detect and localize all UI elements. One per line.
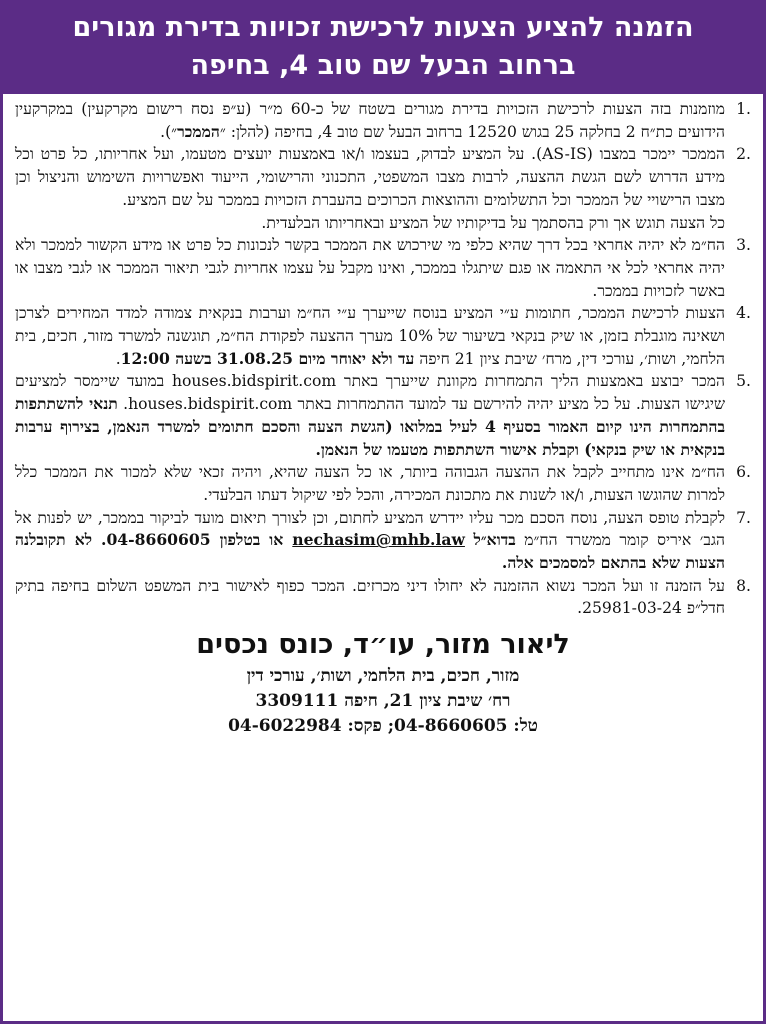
participation-condition: תנאי להשתתפות בהתמחרות הינו קיום האמור בסעיף 4 לעיל במלואו (הגשת הצעה והסכם חתומים למשרד הנאמן, בצירוף ערבות בנקאית או שיק בנקאי) וקבלת אישור השתתפות מטעמו של הנאמן. <box>15 394 725 459</box>
clause-8 <box>15 575 751 620</box>
clause-text-part: המכר יבוצע באמצעות הליך התמחרות מקוונת שייערך באתר houses.bidspirit.com במועד שיימסר למציעים שיגישו הצעות. על כל מציע יהיה להירשם עד למועד ההתמחרות באתר houses.bidspirit.com. <box>15 372 726 414</box>
notice-title-line-2: ברחוב הבעל שם טוב 4, בחיפה <box>190 50 576 81</box>
firm-contact: טל: 04-8660605; פקס: 04-6022984 <box>228 716 538 737</box>
clause-6 <box>15 461 751 506</box>
clause-text: הממכר יימכר במצבו (AS-IS). על המציע לבדוק, בעצמו ו/או באמצעות יועצים מטעמו, ועל אחריותו, כל פרט וכל מידע הדרוש לשם הגשת ההצעה, לרבות מצבו המשפטי, התכנוני והרישומי, הייעוד ואפשרויות השימוש והניצול וכן מצבו הרישויי של הממכר וכל התשלומים וההוצאות הכרוכים בהעברת הזכויות בממכר על שם המציע. <box>15 145 725 209</box>
clause-2-subtext: כל הצעה תוגש אך ורק בהסתמך על בדיקותיו של המציע ובאחריותו הבלעדית. <box>261 213 725 232</box>
clause-4 <box>15 302 751 370</box>
email-label: בדוא״ל <box>473 530 516 550</box>
clause-text-part: ״). <box>160 122 178 141</box>
email-link[interactable]: nechasim@mhb.law <box>292 530 465 550</box>
clause-text <box>15 507 725 575</box>
notice-title-line-1: הזמנה להציע הצעות לרכישת זכויות בדירת מגורים <box>72 12 694 43</box>
contact-phone-text: או בטלפון 04-8660605. לא תקובלנה הצעות שלא בהתאם למסמכים אלה. <box>15 530 725 573</box>
clause-text <box>15 302 725 370</box>
signature-block <box>15 626 751 739</box>
clause-text-part: מוזמנות בזה הצעות לרכישת הזכויות בדירת מגורים בשטח של כ-60 מ״ר (ע״פ נסח רישום מקרקעין) במקרקעין הידועים כת״ח 2 בחלקה 25 בגוש 12520 ברחוב הבעל שם טוב 4, בחיפה (להלן: ״ <box>15 100 726 141</box>
clause-text: הח״מ אינו מתחייב לקבל את ההצעה הגבוהה ביותר, או כל הצעה שהיא, ויהיה זכאי שלא למכור את הממכר כלל למרות שהוגשו הצעות, ו/או לשנות את מתכונת המכירה, והכל לפי שיקול דעתו הבלעדי. <box>15 463 725 504</box>
clause-text-part: . <box>115 349 121 368</box>
clause-number: .6 <box>736 463 751 482</box>
notice-header <box>3 3 763 94</box>
clause-number: .8 <box>736 576 751 595</box>
clause-text: הח״מ לא יהיה אחראי בכל דרך שהיא כלפי מי שירכוש את הממכר בקשר לנכונות כל פרט או מידע הקשור לממכר ולא יהיה אחראי לכל אי התאמה או פגם שיתגלו בממכר, ואינו מקבל על עצמו אחריות לגבי תיאור הממכר או לגבי מצבו או באשר לזכויות בממכר. <box>15 236 725 300</box>
clause-text-part: הצעות לרכישת הממכר, חתומות ע״י המציע בנוסח שייערך ע״י הח״מ וערבות בנקאית צמודה למדד המחירים לצרכן ושאינה מוגבלת בזמן, או שיק בנקאי בשיעור של 10% מערך ההצעה לפקודת הח״מ, תוגשנה למשרד מזור, חכים, בית הלחמי, ושות׳, עורכי דין, מרח׳ שיבת ציון 21 חיפה <box>15 304 725 368</box>
signatory-name: ליאור מזור, עו״ד, כונס נכסים <box>196 629 570 661</box>
clause-5 <box>15 370 751 461</box>
clause-text: על הזמנה זו ועל המכר נשוא ההזמנה לא יחולו דיני מכרזים. המכר כפוף לאישור בית המשפט השלום בחיפה בתיק חדל״פ 25981-03-24. <box>15 576 725 618</box>
clause-1 <box>15 98 751 143</box>
clause-number: .5 <box>736 372 751 391</box>
clause-text <box>15 98 725 143</box>
clause-number: .4 <box>736 304 751 323</box>
law-firm-name: מזור, חכים, בית הלחמי, ושות׳, עורכי דין <box>246 666 520 687</box>
notice-body <box>3 94 763 739</box>
clause-text <box>15 370 725 461</box>
clause-7 <box>15 507 751 575</box>
firm-address: רח׳ שיבת ציון 21, חיפה 3309111 <box>255 691 511 712</box>
clause-number: .3 <box>736 236 751 255</box>
deadline-text: עד ולא יאוחר מיום 31.08.25 בשעה 12:00 <box>120 348 415 368</box>
clause-3 <box>15 234 751 302</box>
clause-2 <box>15 143 751 211</box>
clause-number: .2 <box>736 145 751 164</box>
defined-term: הממכר <box>177 121 220 141</box>
clause-number: .7 <box>736 508 751 527</box>
clause-text-part: לקבלת טופס הצעה, נוסח הסכם מכר עליו יידרש המציע לחתום, וכן לצורך תיאום מועד לביקור בממכר, יש לפנות אל הגב׳ איריס קומר ממשרד הח״מ <box>15 508 725 550</box>
clause-number: .1 <box>736 100 751 118</box>
